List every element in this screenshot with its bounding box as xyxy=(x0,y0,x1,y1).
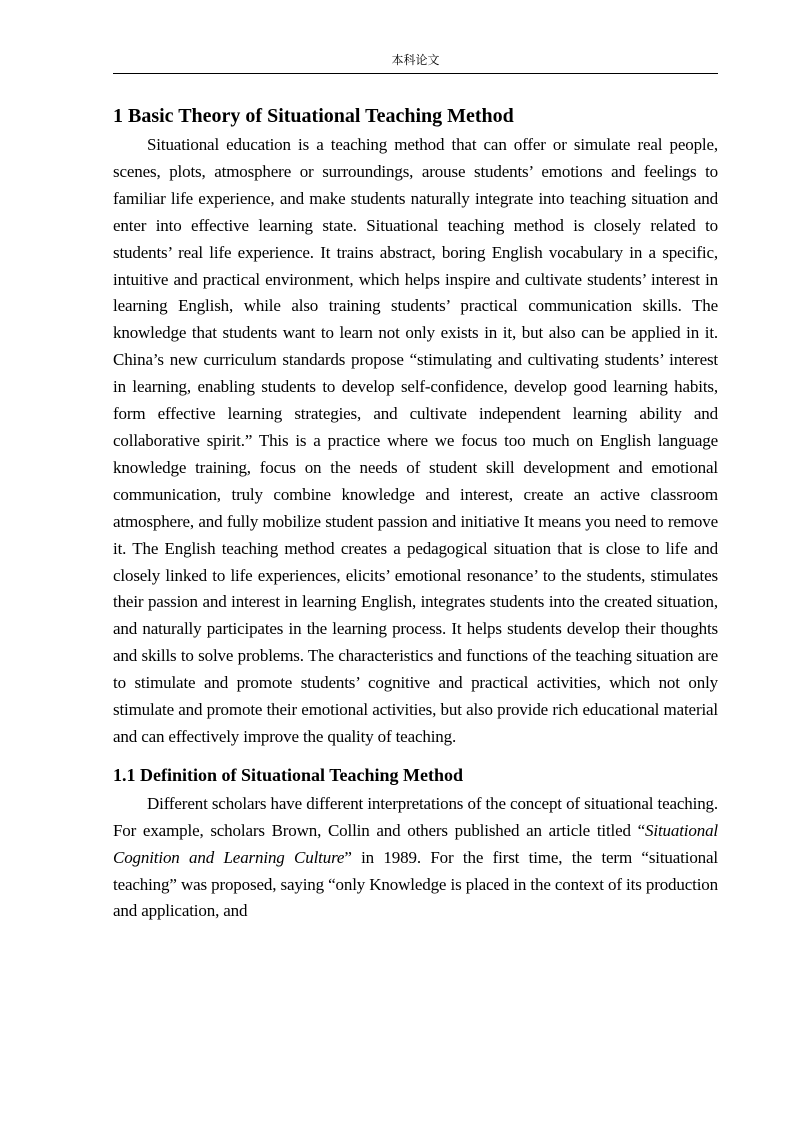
paragraph-text-after-citation: ” in 1989. For the first time, the term “situational teaching” was proposed, saying “only Knowledge is placed in the context of its production and application, and xyxy=(113,847,718,921)
page-content xyxy=(113,102,718,925)
running-header: 本科论文 xyxy=(391,53,440,67)
header-rule xyxy=(113,73,718,74)
cited-article-title: Situational Cognition and Learning Culture xyxy=(113,820,718,867)
paragraph-text-before-citation: Different scholars have different interpretations of the concept of situational teaching. For example, scholars Brown, Collin and others published an article titled “ xyxy=(113,793,718,840)
subsection-title: 1.1 Definition of Situational Teaching Method xyxy=(113,764,464,785)
subsection-paragraph xyxy=(113,791,718,926)
section-paragraph: Situational education is a teaching method that can offer or simulate real people, scenes, plots, atmosphere or surroundings, arouse students’ emotions and feelings to familiar life experience, and make students naturally integrate into teaching situation and enter into effective learning state. Situational teaching method is closely related to students’ real life experience. It trains abstract, boring English vocabulary in a specific, intuitive and practical environment, which helps inspire and cultivate students’ interest in learning English, while also training students’ practical communication skills. The knowledge that students want to learn not only exists in it, but also can be applied in it. China’s new curriculum standards propose “stimulating and cultivating students’ interest in learning, enabling students to develop self-confidence, develop good learning habits, form effective learning strategies, and cultivate independent learning ability and collaborative spirit.” This is a practice where we focus too much on English language knowledge training, focus on the needs of student skill development and emotional communication, truly combine knowledge and interest, create an active classroom atmosphere, and fully mobilize student passion and initiative It means you need to remove it. The English teaching method creates a pedagogical situation that is close to life and closely linked to life experiences, elicits’ emotional resonance’ to the students, stimulates their passion and interest in learning English, integrates students into the created situation, and naturally participates in the learning process. It helps students develop their thoughts and skills to solve problems. The characteristics and functions of the teaching situation are to stimulate and promote students’ cognitive and practical activities, which not only stimulate and promote their emotional activities, but also provide rich educational material and can effectively improve the quality of teaching. xyxy=(113,135,718,746)
section-title: 1 Basic Theory of Situational Teaching Method xyxy=(113,105,514,127)
